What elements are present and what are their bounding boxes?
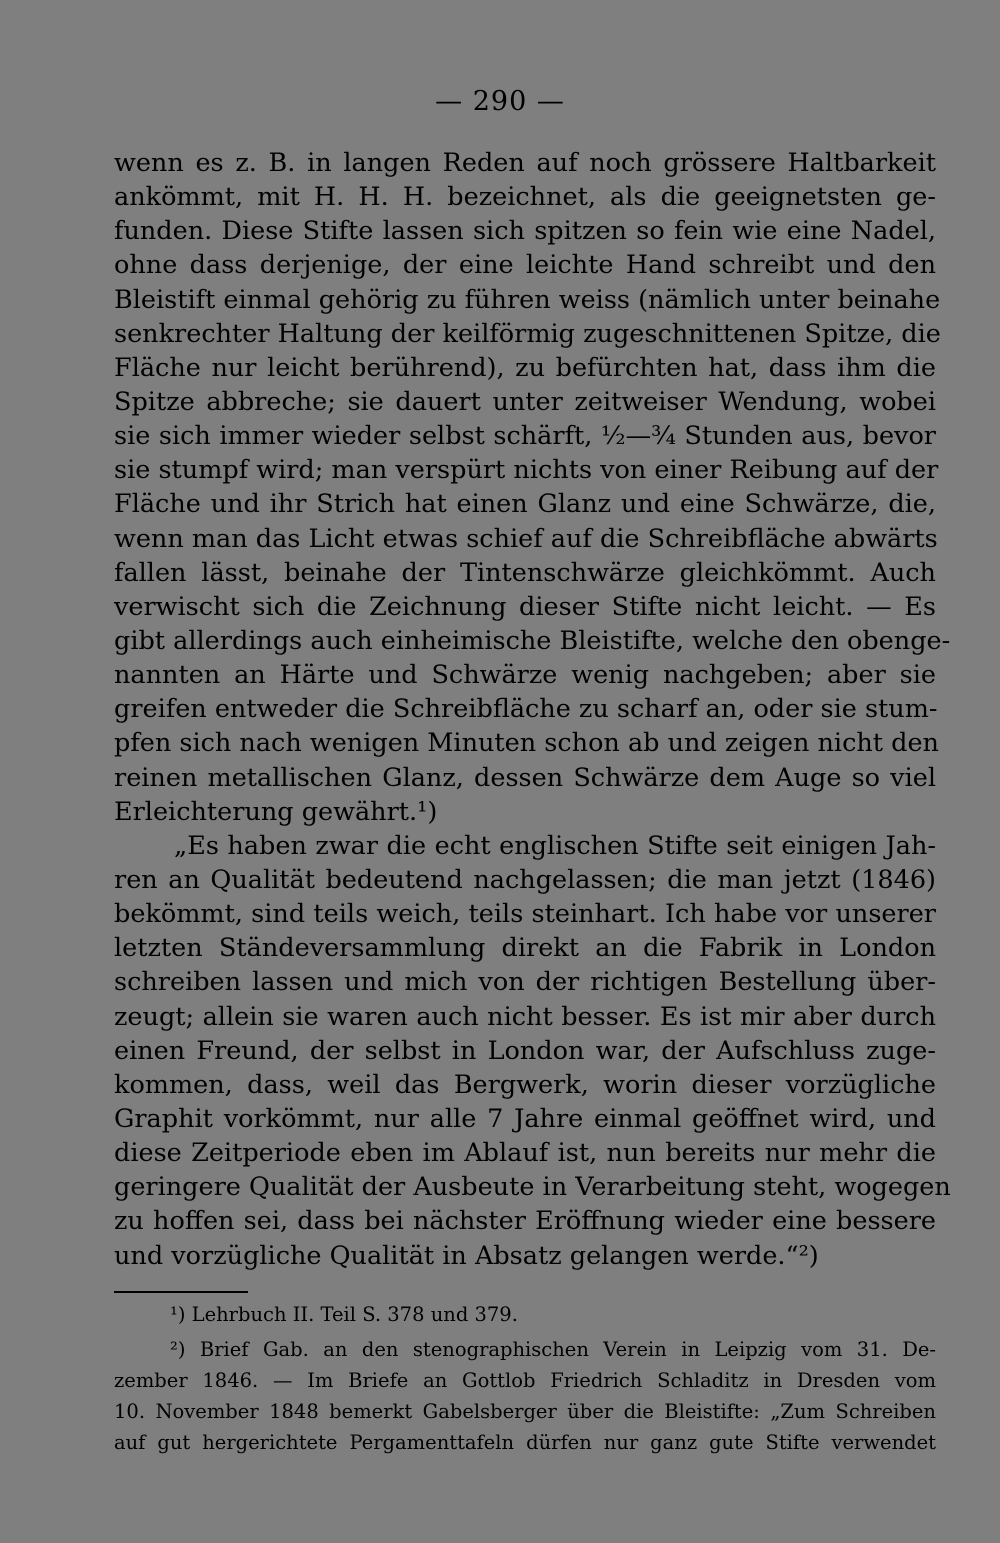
- body-line: wenn man das Licht etwas schief auf die Schreibfläche abwärts: [114, 523, 938, 554]
- body-line: Fläche und ihr Strich hat einen Glanz und eine Schwärze, die,: [114, 489, 936, 520]
- body-line: einen Freund, der selbst in London war, der Aufschluss zuge-: [114, 1035, 936, 1066]
- body-line: reinen metallischen Glanz, dessen Schwärze dem Auge so viel: [114, 762, 936, 793]
- footnote-line: zember 1846. — Im Briefe an Gottlob Friedrich Schladitz in Dresden vom: [114, 1369, 936, 1392]
- page-number: — 290 —: [435, 86, 565, 117]
- body-line: verwischt sich die Zeichnung dieser Stifte nicht leicht. — Es: [114, 591, 936, 622]
- body-line: gibt allerdings auch einheimische Bleistifte, welche den obenge-: [114, 625, 951, 656]
- footnote-divider: [114, 1291, 248, 1293]
- body-line: kommen, dass, weil das Bergwerk, worin dieser vorzügliche: [114, 1069, 936, 1100]
- body-line: sie sich immer wieder selbst schärft, ½—¾ Stunden aus, bevor: [114, 421, 936, 452]
- body-line: ren an Qualität bedeutend nachgelassen; die man jetzt (1846): [114, 864, 936, 895]
- body-line: ohne dass derjenige, der eine leichte Hand schreibt und den: [114, 250, 936, 281]
- body-line: nannten an Härte und Schwärze wenig nachgeben; aber sie: [114, 660, 936, 691]
- footnote-line: 10. November 1848 bemerkt Gabelsberger über die Bleistifte: „Zum Schreiben: [114, 1400, 936, 1423]
- body-line: Graphit vorkömmt, nur alle 7 Jahre einmal geöffnet wird, und: [114, 1103, 936, 1134]
- body-line: Erleichterung gewährt.¹): [114, 796, 438, 827]
- body-line: sie stumpf wird; man verspürt nichts von einer Reibung auf der: [114, 455, 939, 486]
- body-line: diese Zeitperiode eben im Ablauf ist, nun bereits nur mehr die: [114, 1138, 936, 1169]
- body-line: „Es haben zwar die echt englischen Stifte seit einigen Jah-: [174, 830, 936, 861]
- body-line: schreiben lassen und mich von der richtigen Bestellung über-: [114, 967, 936, 998]
- footnote-line: ²) Brief Gab. an den stenographischen Verein in Leipzig vom 31. De-: [170, 1338, 936, 1361]
- footnote-line: ¹) Lehrbuch II. Teil S. 378 und 379.: [170, 1303, 518, 1326]
- body-line: ankömmt, mit H. H. H. bezeichnet, als die geeignetsten ge-: [114, 182, 936, 213]
- footnotes: [114, 1299, 936, 1458]
- footnote-line: auf gut hergerichtete Pergamenttafeln dürfen nur ganz gute Stifte verwendet: [114, 1431, 936, 1454]
- body-line: pfen sich nach wenigen Minuten schon ab und zeigen nicht den: [114, 728, 939, 759]
- body-line: Bleistift einmal gehörig zu führen weiss (nämlich unter beinahe: [114, 284, 941, 315]
- body-text: [114, 146, 951, 1273]
- body-line: letzten Ständeversammlung direkt an die Fabrik in London: [114, 933, 936, 964]
- body-line: fallen lässt, beinahe der Tintenschwärze gleichkömmt. Auch: [114, 557, 936, 588]
- body-line: bekömmt, sind teils weich, teils steinhart. Ich habe vor unserer: [114, 899, 936, 930]
- body-line: geringere Qualität der Ausbeute in Verarbeitung steht, wogegen: [114, 1172, 951, 1203]
- body-line: funden. Diese Stifte lassen sich spitzen so fein wie eine Nadel,: [114, 216, 936, 247]
- body-line: Fläche nur leicht berührend), zu befürchten hat, dass ihm die: [114, 352, 936, 383]
- body-line: senkrechter Haltung der keilförmig zugeschnittenen Spitze, die: [114, 318, 941, 349]
- body-line: Spitze abbreche; sie dauert unter zeitweiser Wendung, wobei: [114, 386, 936, 417]
- body-line: und vorzügliche Qualität in Absatz gelangen werde.“²): [114, 1240, 819, 1271]
- body-line: wenn es z. B. in langen Reden auf noch grössere Haltbarkeit: [114, 148, 936, 178]
- body-line: zeugt; allein sie waren auch nicht besser. Es ist mir aber durch: [114, 1001, 936, 1032]
- body-line: zu hoffen sei, dass bei nächster Eröffnung wieder eine bessere: [114, 1206, 936, 1237]
- body-line: greifen entweder die Schreibfläche zu scharf an, oder sie stum-: [114, 694, 938, 725]
